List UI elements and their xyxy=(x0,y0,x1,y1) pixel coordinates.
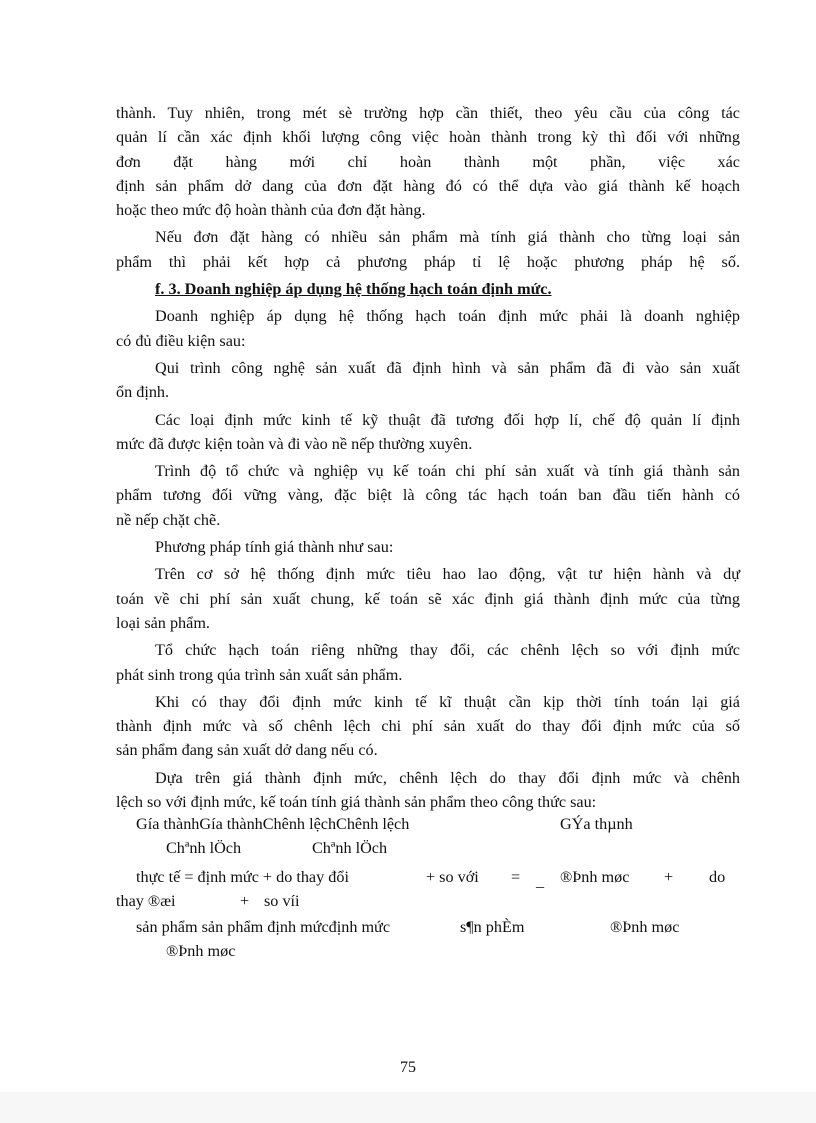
formula-row xyxy=(116,889,740,913)
formula-text: + so với xyxy=(426,867,479,886)
footer-band xyxy=(0,1092,816,1123)
text-line: quản lí cần xác định khối lượng công việc hoàn thành trong kỳ thì đối với những xyxy=(116,128,740,147)
text-line: loại sản phẩm. xyxy=(116,613,210,632)
text-line: Nếu đơn đặt hàng có nhiều sản phẩm mà tính giá thành cho từng loại sản xyxy=(155,228,740,247)
text-line: định sản phẩm dở dang của đơn đặt hàng đó có thể dựa vào giá thành kế hoạch xyxy=(116,176,740,195)
paragraph xyxy=(116,638,740,687)
formula-row xyxy=(116,865,740,889)
text-line: thành định mức và số chênh lệch chi phí sản xuất do thay đổi định mức của số xyxy=(116,717,740,736)
formula-row xyxy=(116,812,740,836)
text-line: đơn đặt hàng mới chỉ hoàn thành một phần, việc xác xyxy=(116,152,740,171)
paragraph xyxy=(116,459,740,532)
text-line: Trình độ tổ chức và nghiệp vụ kế toán chi phí sản xuất và tính giá thành sản xyxy=(155,462,740,481)
formula-text: = xyxy=(511,867,521,886)
body-text xyxy=(116,101,740,814)
formula-text: thay ®æi xyxy=(116,891,176,910)
text-line: Tổ chức hạch toán riêng những thay đổi, các chênh lệch so với định mức xyxy=(155,641,740,660)
formula-text: sản phẩm sản phẩm định mứcđịnh mức xyxy=(136,918,391,937)
formula-row xyxy=(116,939,740,963)
paragraph xyxy=(116,766,740,815)
text-line: sản phẩm đang sản xuất dở dang nếu có. xyxy=(116,741,378,760)
text-line: Các loại định mức kinh tế kỹ thuật đã tương đối hợp lí, chế độ quản lí định xyxy=(155,410,740,429)
formula-text: Gía thànhGía thànhChênh lệchChênh lệch xyxy=(136,815,410,833)
text-line: Trên cơ sở hệ thống định mức tiêu hao lao động, vật tư hiện hành và dự xyxy=(155,565,740,584)
formula-text: s¶n phÈm xyxy=(460,918,525,937)
formula-text: ®Þnh møc xyxy=(610,918,680,937)
formula-row xyxy=(116,915,740,939)
text-line: mức đã được kiện toàn và đi vào nề nếp thường xuyên. xyxy=(116,434,473,453)
formula-text: + xyxy=(240,891,250,910)
paragraph xyxy=(116,562,740,635)
formula-text: + xyxy=(664,867,674,886)
paragraph xyxy=(116,356,740,405)
formula-text: so víi xyxy=(264,891,300,910)
text-line: toán về chi phí sản xuất chung, kế toán sẽ xác định giá thành định mức của từng xyxy=(116,589,740,608)
paragraph xyxy=(116,408,740,457)
text-line: Phương pháp tính giá thành như sau: xyxy=(155,538,394,557)
text-line: nề nếp chặt chẽ. xyxy=(116,510,221,529)
formula-text: ®Þnh møc xyxy=(560,867,630,886)
text-line: Qui trình công nghệ sản xuất đã định hình và sản phẩm đã đi vào sản xuất xyxy=(155,358,740,377)
text-line: ổn định. xyxy=(116,383,170,402)
paragraph xyxy=(116,225,740,274)
section-heading: f. 3. Doanh nghiệp áp dụng hệ thống hạch toán định mức. xyxy=(155,280,552,299)
text-line: Doanh nghiệp áp dụng hệ thống hạch toán định mức phải là doanh nghiệp xyxy=(155,307,740,326)
formula-text: GÝa thµnh xyxy=(560,815,633,833)
text-line: thành. Tuy nhiên, trong mét sè trường hợp cần thiết, theo yêu cầu của công tác xyxy=(116,104,740,122)
paragraph xyxy=(116,690,740,763)
text-line: lệch so với định mức, kế toán tính giá thành sản phẩm theo công thức sau: xyxy=(116,793,597,812)
formula-text: thực tế = định mức + do thay đổi xyxy=(136,867,349,886)
formula-row xyxy=(116,836,740,860)
text-line: phẩm tương đối vững vàng, đặc biệt là công tác hạch toán ban đầu tiến hành có xyxy=(116,486,740,505)
formula-text: ®Þnh møc xyxy=(166,942,236,961)
cost-formula xyxy=(116,812,740,964)
formula-text: Chªnh lÖch xyxy=(166,839,242,858)
text-line: có đủ điều kiện sau: xyxy=(116,331,246,350)
text-line: Dựa trên giá thành định mức, chênh lệch do thay đổi định mức và chênh xyxy=(155,768,740,787)
paragraph xyxy=(116,304,740,353)
formula-text: do xyxy=(709,867,726,886)
section-heading-wrap xyxy=(116,277,740,301)
text-line: phát sinh trong qúa trình sản xuất sản phẩm. xyxy=(116,665,403,684)
paragraph xyxy=(116,101,740,222)
formula-text: Chªnh lÖch xyxy=(312,839,388,858)
paragraph xyxy=(116,535,740,559)
text-line: Khi có thay đổi định mức kinh tế kĩ thuật cần kịp thời tính toán lại giá xyxy=(155,692,740,711)
formula-text: _ xyxy=(536,871,545,890)
text-line: phẩm thì phải kết hợp cả phương pháp tỉ lệ hoặc phương pháp hệ số. xyxy=(116,252,740,271)
text-line: hoặc theo mức độ hoàn thành của đơn đặt hàng. xyxy=(116,201,426,220)
page-number: 75 xyxy=(400,1059,416,1076)
